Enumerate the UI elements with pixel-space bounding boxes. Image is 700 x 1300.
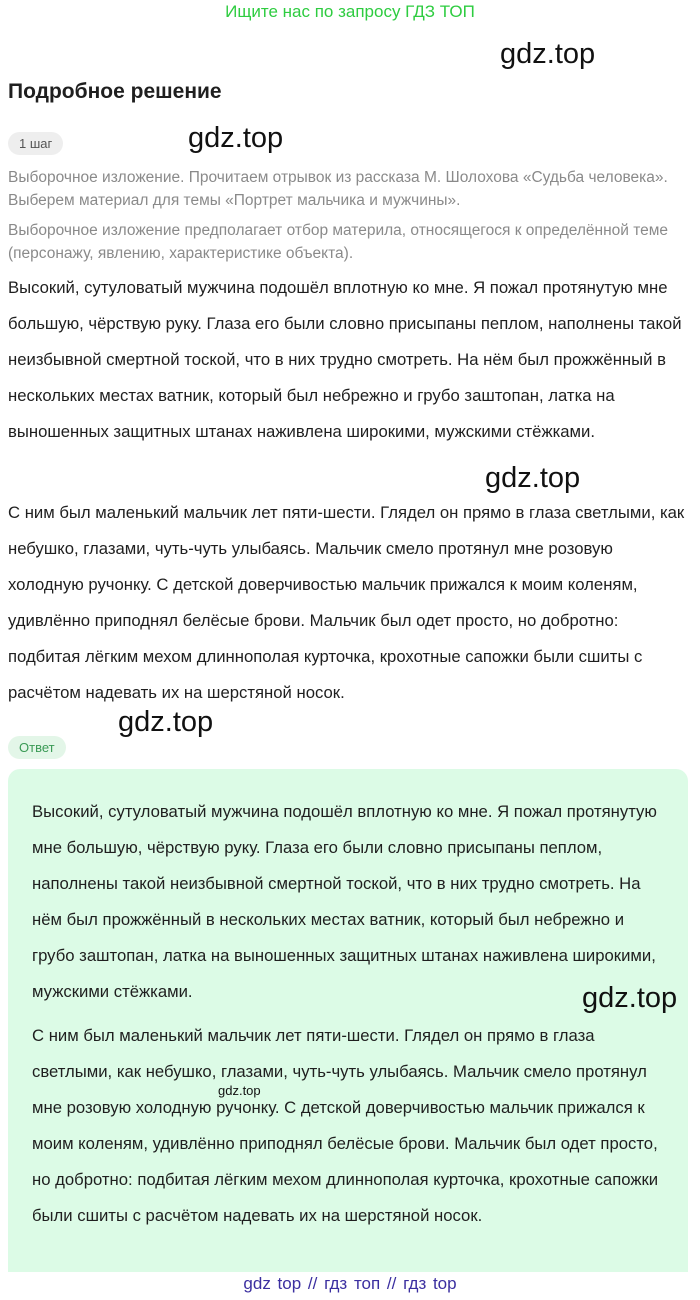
solution-paragraph: Высокий, сутуловатый мужчина подошёл вплотную ко мне. Я пожал протянутую мне большую, чёрствую руку. Глаза его были словно присыпаны пеплом, наполнены такой неизбывной смертной тоской, что в них трудно смотреть. На нём был прожжённый в нескольких местах ватник, который был небрежно и грубо заштопан, латка на выношенных защитных штанах наживлена широкими, мужскими стёжками.	[8, 278, 682, 441]
footer-links[interactable]: gdz top // гдз топ // гдз top	[243, 1274, 457, 1293]
step-badge: 1 шаг	[8, 132, 63, 155]
top-banner[interactable]: Ищите нас по запросу ГДЗ ТОП	[225, 2, 475, 21]
watermark: gdz.top	[500, 38, 596, 70]
note-paragraph: Выборочное изложение предполагает отбор материла, относящегося к определённой теме (персонажу, явлению, характеристике объекта).	[8, 222, 669, 262]
section-title: Подробное решение	[8, 80, 222, 103]
answer-badge: Ответ	[8, 736, 66, 759]
watermark-small: gdz.top	[218, 1083, 261, 1098]
watermark: gdz.top	[582, 982, 678, 1014]
watermark: gdz.top	[485, 462, 581, 494]
watermark: gdz.top	[118, 706, 214, 738]
answer-paragraph: С ним был маленький мальчик лет пяти-шести. Глядел он прямо в глаза светлыми, как небушко, глазами, чуть-чуть улыбаясь. Мальчик смело протянул мне розовую холодную ручонку. С детской доверчивостью мальчик прижался к моим коленям, удивлённо приподнял белёсые брови. Мальчик был одет просто, но добротно: подбитая лёгким мехом длиннополая курточка, крохотные сапожки были сшиты с расчётом надевать их на шерстяной носок.	[32, 1026, 659, 1225]
note-paragraph: Выборочное изложение. Прочитаем отрывок из рассказа М. Шолохова «Судьба человека». Выберем материал для темы «Портрет мальчика и мужчины».	[8, 169, 668, 209]
watermark: gdz.top	[188, 122, 284, 154]
answer-paragraph: Высокий, сутуловатый мужчина подошёл вплотную ко мне. Я пожал протянутую мне большую, чёрствую руку. Глаза его были словно присыпаны пеплом, наполнены такой неизбывной смертной тоской, что в них трудно смотреть. На нём был прожжённый в нескольких местах ватник, который был небрежно и грубо заштопан, латка на выношенных защитных штанах наживлена широкими, мужскими стёжками.	[32, 802, 657, 1001]
solution-paragraph: С ним был маленький мальчик лет пяти-шести. Глядел он прямо в глаза светлыми, как небушко, глазами, чуть-чуть улыбаясь. Мальчик смело протянул мне розовую холодную ручонку. С детской доверчивостью мальчик прижался к моим коленям, удивлённо приподнял белёсые брови. Мальчик был одет просто, но добротно: подбитая лёгким мехом длиннополая курточка, крохотные сапожки были сшиты с расчётом надевать их на шерстяной носок.	[8, 503, 685, 702]
